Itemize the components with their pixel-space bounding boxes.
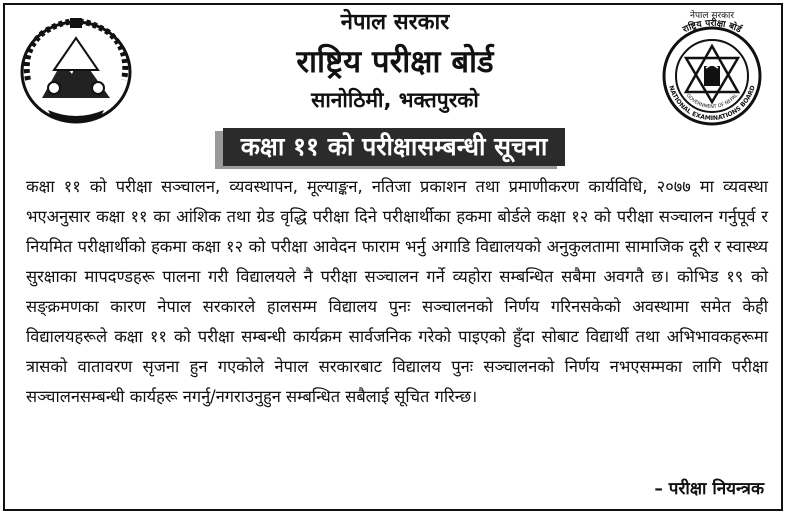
government-emblem-icon <box>14 10 138 130</box>
government-name: नेपाल सरकार <box>340 10 450 35</box>
board-name: राष्ट्रिय परीक्षा बोर्ड <box>296 44 494 80</box>
notice-body: कक्षा ११ को परीक्षा सञ्चालन, व्यवस्थापन, मूल्याङ्कन, नतिजा प्रकाशन तथा प्रमाणीकरण कार्यविधि, २०७७ मा व्यवस्था भएअनुसार कक्षा ११ का आंशिक तथा ग्रेड वृद्धि परीक्षा दिने परीक्षार्थीका हकमा बोर्डले कक्षा १२ को परीक्षा सञ्चालन गर्नुपूर्व र नियमित परीक्षार्थीको हकमा कक्षा १२ को परीक्षा आवेदन फाराम भर्नु अगाडि विद्यालयको अनुकुलतामा सामाजिक दूरी र स्वास्थ्य सुरक्षाका मापदण्डहरू पालना गरी विद्यालयले नै परीक्षा सञ्चालन गर्ने व्यहोरा सम्बन्धित सबैमा अवगतै छ। कोभिड १९ को सङ्क्रमणका कारण नेपाल सरकारले हालसम्म विद्यालय पुनः सञ्चालनको निर्णय गरिनसकेको अवस्थामा समेत केही विद्यालयहरूले कक्षा ११ को परीक्षा सम्बन्धी कार्यक्रम सार्वजनिक गरेको पाइएको हुँदा सोबाट विद्यार्थी तथा अभिभावकहरूमा त्रासको वातावरण सृजना हुन गएकोले नेपाल सरकारबाट विद्यालय पुनः सञ्चालनको निर्णय नभएसम्मका लागि परीक्षा सञ्चालनसम्बन्धी कार्यहरू नगर्नु/नगराउनुहुन सम्बन्धित सबैलाई सूचित गरिन्छ। <box>26 177 768 406</box>
logo-gov-text: नेपाल सरकार <box>689 11 735 21</box>
board-location: सानोठिमी, भक्तपुरको <box>311 88 479 112</box>
signature: – परीक्षा नियन्त्रक <box>654 479 764 499</box>
notice-title: कक्षा ११ को परीक्षासम्बन्धी सूचना <box>223 128 566 166</box>
logo-inner-ring-text: GOVERNMENT OF NEPAL <box>684 93 740 111</box>
board-logo <box>650 6 774 130</box>
notice-title-wrap <box>0 128 788 166</box>
logo-top-text: राष्ट्रिय परीक्षा बोर्ड <box>681 18 743 36</box>
notice-header <box>200 6 590 116</box>
logo-ring-text: NATIONAL EXAMINATIONS BOARD <box>667 84 757 123</box>
